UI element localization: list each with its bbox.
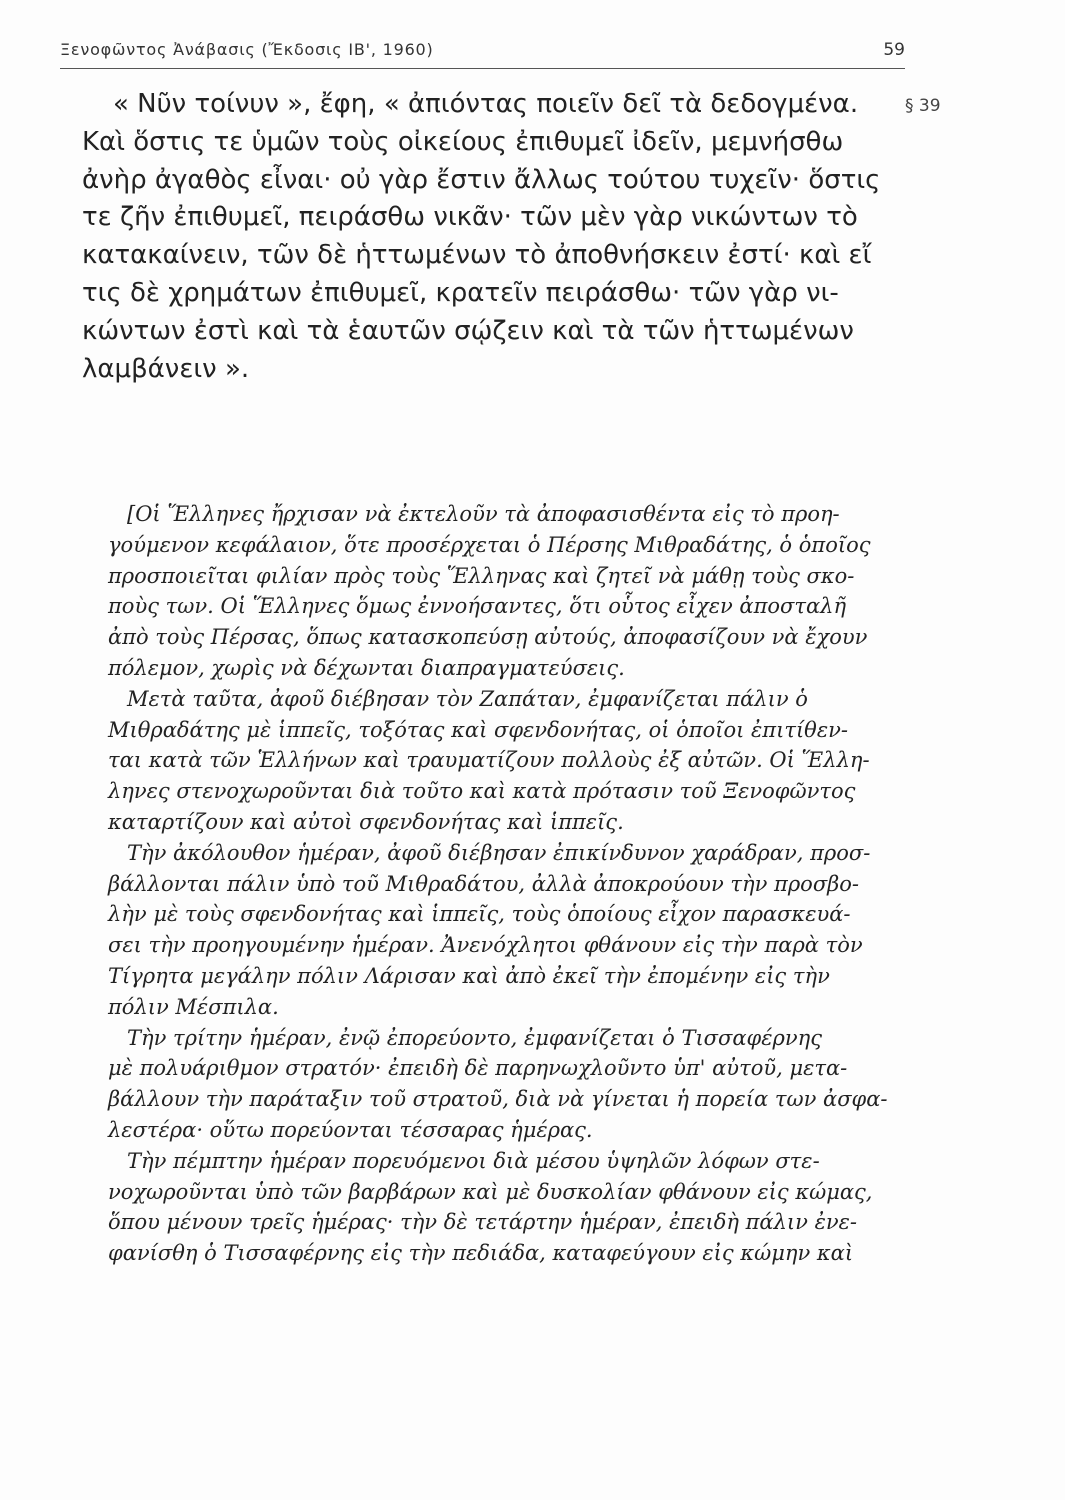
- summary-line: ἀπὸ τοὺς Πέρσας, ὅπως κατασκοπεύσῃ αὐτούς, ἀποφασίζουν νὰ ἔχουν: [108, 625, 868, 650]
- summary-line: φανίσθη ὁ Τισσαφέρνης εἰς τὴν πεδιάδα, καταφεύγουν εἰς κώμην καὶ: [108, 1241, 854, 1266]
- summary-line: Τίγρητα μεγάλην πόλιν Λάρισαν καὶ ἀπὸ ἐκεῖ τὴν ἐπομένην εἰς τὴν: [108, 963, 830, 988]
- summary-line: μὲ πολυάριθμον στρατόν· ἐπειδὴ δὲ παρηνωχλοῦντο ὑπ' αὐτοῦ, μετα-: [108, 1056, 848, 1081]
- ancient-greek-text: [82, 86, 906, 388]
- ancient-line: κατακαίνειν, τῶν δὲ ἡττωμένων τὸ ἀποθνήσκειν ἐστί· καὶ εἴ: [82, 240, 872, 271]
- summary-line: Τὴν πέμπτην ἡμέραν πορευόμενοι διὰ μέσου ὑψηλῶν λόφων στε-: [127, 1148, 820, 1173]
- summary-line: καταρτίζουν καὶ αὐτοὶ σφενδονήτας καὶ ἱππεῖς.: [108, 809, 624, 834]
- summary-line: λὴν μὲ τοὺς σφενδονήτας καὶ ἱππεῖς, τοὺς ὁποίους εἶχον παρασκευά-: [108, 902, 851, 927]
- summary-paragraph: [108, 684, 908, 838]
- ancient-line: τε ζῆν ἐπιθυμεῖ, πειράσθω νικᾶν· τῶν μὲν γὰρ νικώντων τὸ: [82, 202, 858, 233]
- ancient-line: λαμβάνειν ».: [82, 353, 250, 384]
- header-rule: [60, 68, 905, 69]
- summary-paragraph: [108, 838, 908, 1023]
- running-title: Ξενοφῶντος Ἀνάβασις (Ἔκδοσις ΙΒ', 1960): [60, 40, 434, 59]
- ancient-line: Καὶ ὅστις τε ὑμῶν τοὺς οἰκείους ἐπιθυμεῖ ἰδεῖν, μεμνήσθω: [82, 126, 844, 157]
- summary-paragraph: [108, 1023, 908, 1146]
- modern-greek-summary: [108, 499, 908, 1269]
- summary-line: Μιθραδάτης μὲ ἱππεῖς, τοξότας καὶ σφενδονήτας, οἱ ὁποῖοι ἐπιτίθεν-: [108, 717, 848, 742]
- summary-line: Τὴν ἀκόλουθον ἡμέραν, ἀφοῦ διέβησαν ἐπικίνδυνον χαράδραν, προσ-: [127, 840, 871, 865]
- summary-line: Μετὰ ταῦτα, ἀφοῦ διέβησαν τὸν Ζαπάταν, ἐμφανίζεται πάλιν ὁ: [127, 686, 808, 711]
- summary-line: λεστέρα· οὕτω πορεύονται τέσσαρας ἡμέρας.: [108, 1117, 593, 1142]
- summary-line: ὅπου μένουν τρεῖς ἡμέρας· τὴν δὲ τετάρτην ἡμέραν, ἐπειδὴ πάλιν ἐνε-: [108, 1210, 857, 1235]
- summary-line: βάλλονται πάλιν ὑπὸ τοῦ Μιθραδάτου, ἀλλὰ ἀποκρούουν τὴν προσβο-: [108, 871, 860, 896]
- summary-line: Τὴν τρίτην ἡμέραν, ἐνῷ ἐπορεύοντο, ἐμφανίζεται ὁ Τισσαφέρνης: [127, 1025, 822, 1050]
- ancient-line: « Νῦν τοίνυν », ἔφη, « ἀπιόντας ποιεῖν δεῖ τὰ δεδογμένα.: [113, 89, 859, 119]
- summary-paragraph: [108, 1146, 908, 1269]
- ancient-line: τις δὲ χρημάτων ἐπιθυμεῖ, κρατεῖν πειράσθω· τῶν γὰρ νι-: [82, 277, 839, 308]
- summary-line: πόλεμον, χωρὶς νὰ δέχωνται διαπραγματεύσεις.: [108, 655, 625, 680]
- summary-line: προσποιεῖται φιλίαν πρὸς τοὺς Ἕλληνας καὶ ζητεῖ νὰ μάθῃ τοὺς σκο-: [108, 563, 855, 588]
- section-mark: § 39: [905, 96, 941, 116]
- page-number: 59: [883, 40, 905, 60]
- summary-line: ται κατὰ τῶν Ἑλλήνων καὶ τραυματίζουν πολλοὺς ἐξ αὐτῶν. Οἱ Ἕλλη-: [108, 748, 870, 773]
- summary-line: γούμενον κεφάλαιον, ὅτε προσέρχεται ὁ Πέρσης Μιθραδάτης, ὁ ὁποῖος: [108, 532, 871, 557]
- summary-line: ληνες στενοχωροῦνται διὰ τοῦτο καὶ κατὰ πρότασιν τοῦ Ξενοφῶντος: [108, 779, 856, 804]
- summary-line: σει τὴν προηγουμένην ἡμέραν. Ἀνενόχλητοι φθάνουν εἰς τὴν παρὰ τὸν: [108, 933, 863, 958]
- summary-line: βάλλουν τὴν παράταξιν τοῦ στρατοῦ, διὰ νὰ γίνεται ἡ πορεία των ἀσφα-: [108, 1087, 888, 1112]
- ancient-line: ἀνὴρ ἀγαθὸς εἶναι· οὐ γὰρ ἔστιν ἄλλως τούτου τυχεῖν· ὅστις: [82, 164, 881, 195]
- summary-paragraph: [108, 499, 908, 684]
- summary-line: ποὺς των. Οἱ Ἕλληνες ὅμως ἐννοήσαντες, ὅτι οὗτος εἶχεν ἀποσταλῆ: [108, 594, 847, 619]
- ancient-line: κώντων ἐστὶ καὶ τὰ ἑαυτῶν σῴζειν καὶ τὰ τῶν ἡττωμένων: [82, 315, 854, 346]
- summary-line: [Οἱ Ἕλληνες ἤρχισαν νὰ ἐκτελοῦν τὰ ἀποφασισθέντα εἰς τὸ προη-: [127, 502, 840, 526]
- summary-line: νοχωροῦνται ὑπὸ τῶν βαρβάρων καὶ μὲ δυσκολίαν φθάνουν εἰς κώμας,: [108, 1179, 873, 1204]
- page-header: [60, 36, 905, 76]
- summary-line: πόλιν Μέσπιλα.: [108, 994, 279, 1019]
